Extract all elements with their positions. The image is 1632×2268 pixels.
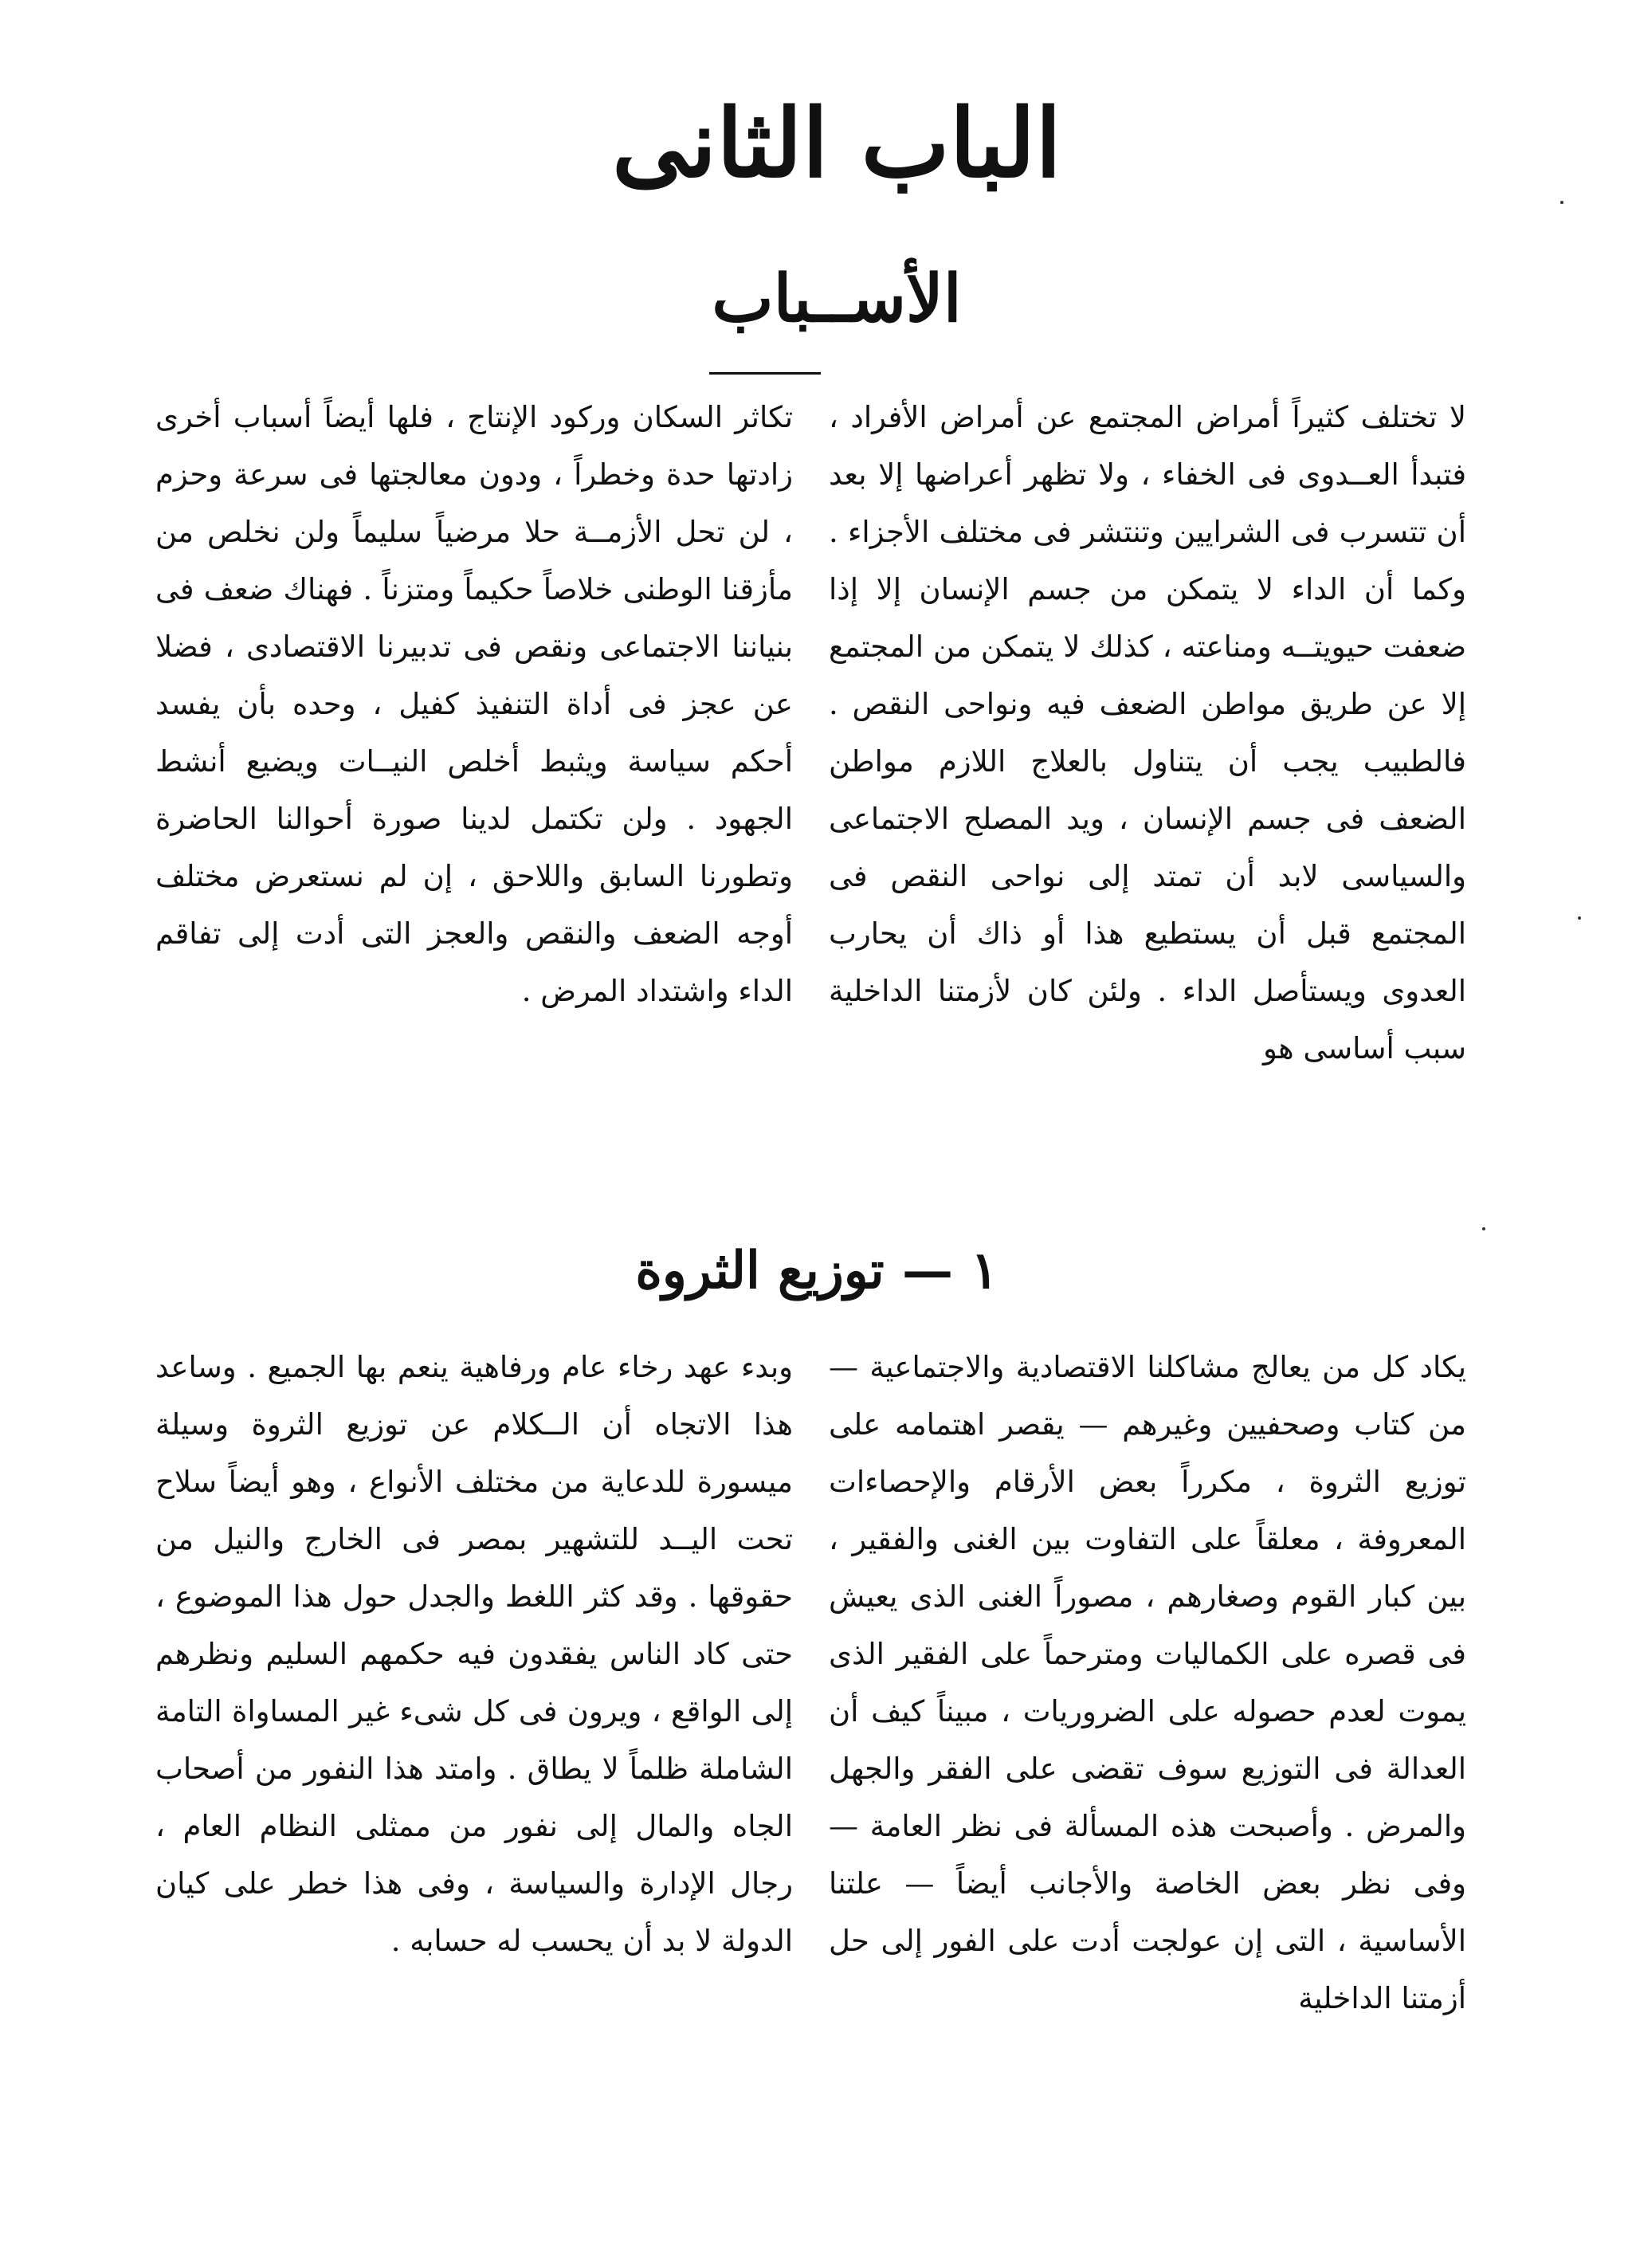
section-left-paragraph: وبدء عهد رخاء عام ورفاهية ينعم بها الجميع . وساعد هذا الاتجاه أن الــكلام عن توزيع الثروة وسيلة ميسورة للدعاية من مختلف الأنواع ، وهو أيضاً سلاح تحت اليــد للتشهير بمصر فى الخارج والنيل من حقوقها . وقد كثر اللغط والجدل حول هذا الموضوع ، حتى كاد الناس يفقدون فيه حكمهم السليم ونظرهم إلى الواقع ، ويرون فى كل شىء غير المساواة التامة الشاملة ظلماً لا يطاق . وامتد هذا النفور من أصحاب الجاه والمال إلى نفور من ممثلى النظام العام ، رجال الإدارة والسياسة ، وفى هذا خطر على كيان الدولة لا بد أن يحسب له حسابه . — [155, 1350, 793, 1958]
intro-right-paragraph: لا تختلف كثيراً أمراض المجتمع عن أمراض الأفراد ، فتبدأ العــدوى فى الخفاء ، ولا تظهر أعراضها إلا بعد أن تتسرب فى الشرايين وتنتشر فى مختلف الأجزاء . وكما أن الداء لا يتمكن من جسم الإنسان إلا إذا ضعفت حيويتــه ومناعته ، كذلك لا يتمكن من المجتمع إلا عن طريق مواطن الضعف فيه ونواحى النقص . فالطبيب يجب أن يتناول بالعلاج اللازم مواطن الضعف فى جسم الإنسان ، ويد المصلح الاجتماعى والسياسى لابد أن تمتد إلى نواحى النقص فى المجتمع قبل أن يستطيع هذا أو ذاك أن يحارب العدوى ويستأصل الداء . ولئن كان لأزمتنا الداخلية سبب أساسى هو — [829, 400, 1466, 1065]
section-left-column — [155, 1339, 793, 2199]
intro-right-column — [829, 389, 1466, 1178]
scan-speck — [1578, 916, 1581, 920]
chapter-title: الباب الثانى — [612, 88, 1061, 198]
intro-left-column — [155, 389, 793, 1178]
scan-speck — [1482, 1227, 1485, 1230]
scan-speck — [1560, 201, 1563, 204]
section-right-column — [829, 1339, 1466, 2199]
chapter-subtitle: الأســباب — [712, 261, 962, 337]
section-heading: ١ — توزيع الثروة — [635, 1241, 998, 1301]
section-right-paragraph: يكاد كل من يعالج مشاكلنا الاقتصادية والاجتماعية — من كتاب وصحفيين وغيرهم — يقصر اهتمامه على توزيع الثروة ، مكرراً بعض الأرقام والإحصاءات المعروفة ، معلقاً على التفاوت بين الغنى والفقير ، بين كبار القوم وصغارهم ، مصوراً الغنى الذى يعيش فى قصره على الكماليات ومترحماً على الفقير الذى يموت لعدم حصوله على الضروريات ، مبيناً كيف أن العدالة فى التوزيع سوف تقضى على الفقر والجهل والمرض . وأصبحت هذه المسألة فى نظر العامة — وفى نظر بعض الخاصة والأجانب أيضاً — علتنا الأساسية ، التى إن عولجت أدت على الفور إلى حل أزمتنا الداخلية — [829, 1350, 1466, 2015]
title-divider — [709, 372, 821, 375]
intro-left-paragraph: تكاثر السكان وركود الإنتاج ، فلها أيضاً أسباب أخرى زادتها حدة وخطراً ، ودون معالجتها فى سرعة وحزم ، لن تحل الأزمــة حلا مرضياً سليماً ولن نخلص من مأزقنا الوطنى خلاصاً حكيماً ومتزناً . فهناك ضعف فى بنياننا الاجتماعى ونقص فى تدبيرنا الاقتصادى ، فضلا عن عجز فى أداة التنفيذ كفيل ، وحده بأن يفسد أحكم سياسة ويثبط أخلص النيــات ويضيع أنشط الجهود . ولن تكتمل لدينا صورة أحوالنا الحاضرة وتطورنا السابق واللاحق ، إن لم نستعرض مختلف أوجه الضعف والنقص والعجز التى أدت إلى تفاقم الداء واشتداد المرض . — [155, 400, 793, 1008]
